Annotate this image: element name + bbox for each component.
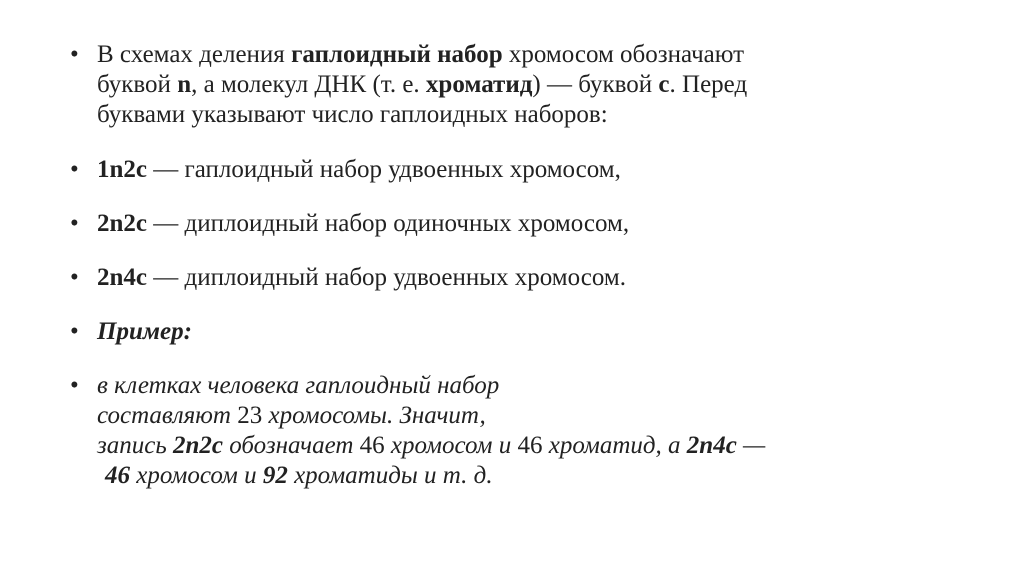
formula-description: — гаплоидный набор удвоенных хромосом, [147,156,621,183]
text-line [97,263,970,293]
bullet-list [70,40,970,516]
bullet-dot: • [70,210,79,237]
bullet-dot: • [70,318,79,345]
text-segment: запись [97,432,173,459]
bullet-dot: • [70,41,79,68]
text-line [97,40,970,70]
text-line [97,461,970,491]
formula-description: — диплоидный набор одиночных хромосом, [147,210,630,237]
example-heading [97,317,970,347]
number-23: 23 [237,402,263,429]
bullet-example-body [70,371,970,491]
letter-n: n [177,71,192,98]
bullet-dot: • [70,372,79,399]
text-segment: хроматид, а [542,432,687,459]
bullet-1n2c [70,155,970,185]
number-92: 92 [262,462,288,489]
text-line [97,431,970,461]
formula-code: 2n4c [97,264,147,291]
text-segment: В схемах деления [97,41,292,68]
bullet-dot: • [70,156,79,183]
text-segment: , а молекул ДНК (т. е. [191,71,426,98]
number-46: 46 [517,432,543,459]
text-segment: — [736,432,766,459]
bullet-2n2c [70,209,970,239]
text-segment: ) — буквой [532,71,659,98]
text-segment: буквой [97,71,178,98]
formula-description: — диплоидный набор удвоенных хромосом. [147,264,626,291]
text-segment: хроматиды и т. д. [287,462,493,489]
text-line: буквами указывают число гаплоидных наборов: [97,101,608,128]
text-segment: хромосом и [384,432,518,459]
formula-code: 1n2c [97,156,147,183]
text-segment: хромосом и [130,462,263,489]
text-segment: составляют [97,402,238,429]
bullet-2n4c [70,263,970,293]
text-line [97,155,970,185]
example-label: Пример: [97,318,192,345]
text-segment: хромосом обозначают [502,41,745,68]
formula-code: 2n2c [172,432,223,459]
number-46: 46 [105,462,130,489]
term-chromatids: хроматид [425,71,533,98]
text-line: в клетках человека гаплоидный набор [97,372,500,399]
text-segment: . Перед [669,71,748,98]
text-segment: обозначает [222,432,360,459]
letter-c: c [658,71,670,98]
text-line [97,70,970,100]
number-46: 46 [359,432,385,459]
text-line [97,209,970,239]
formula-code: 2n4c [686,432,737,459]
formula-code: 2n2c [97,210,147,237]
text-segment: хромосомы. Значит, [262,402,486,429]
bullet-dot: • [70,264,79,291]
bullet-example-heading [70,317,970,347]
term-haploid-set: гаплоидный набор [291,41,503,68]
text-line [97,401,970,431]
bullet-haploid-notation [70,40,970,130]
